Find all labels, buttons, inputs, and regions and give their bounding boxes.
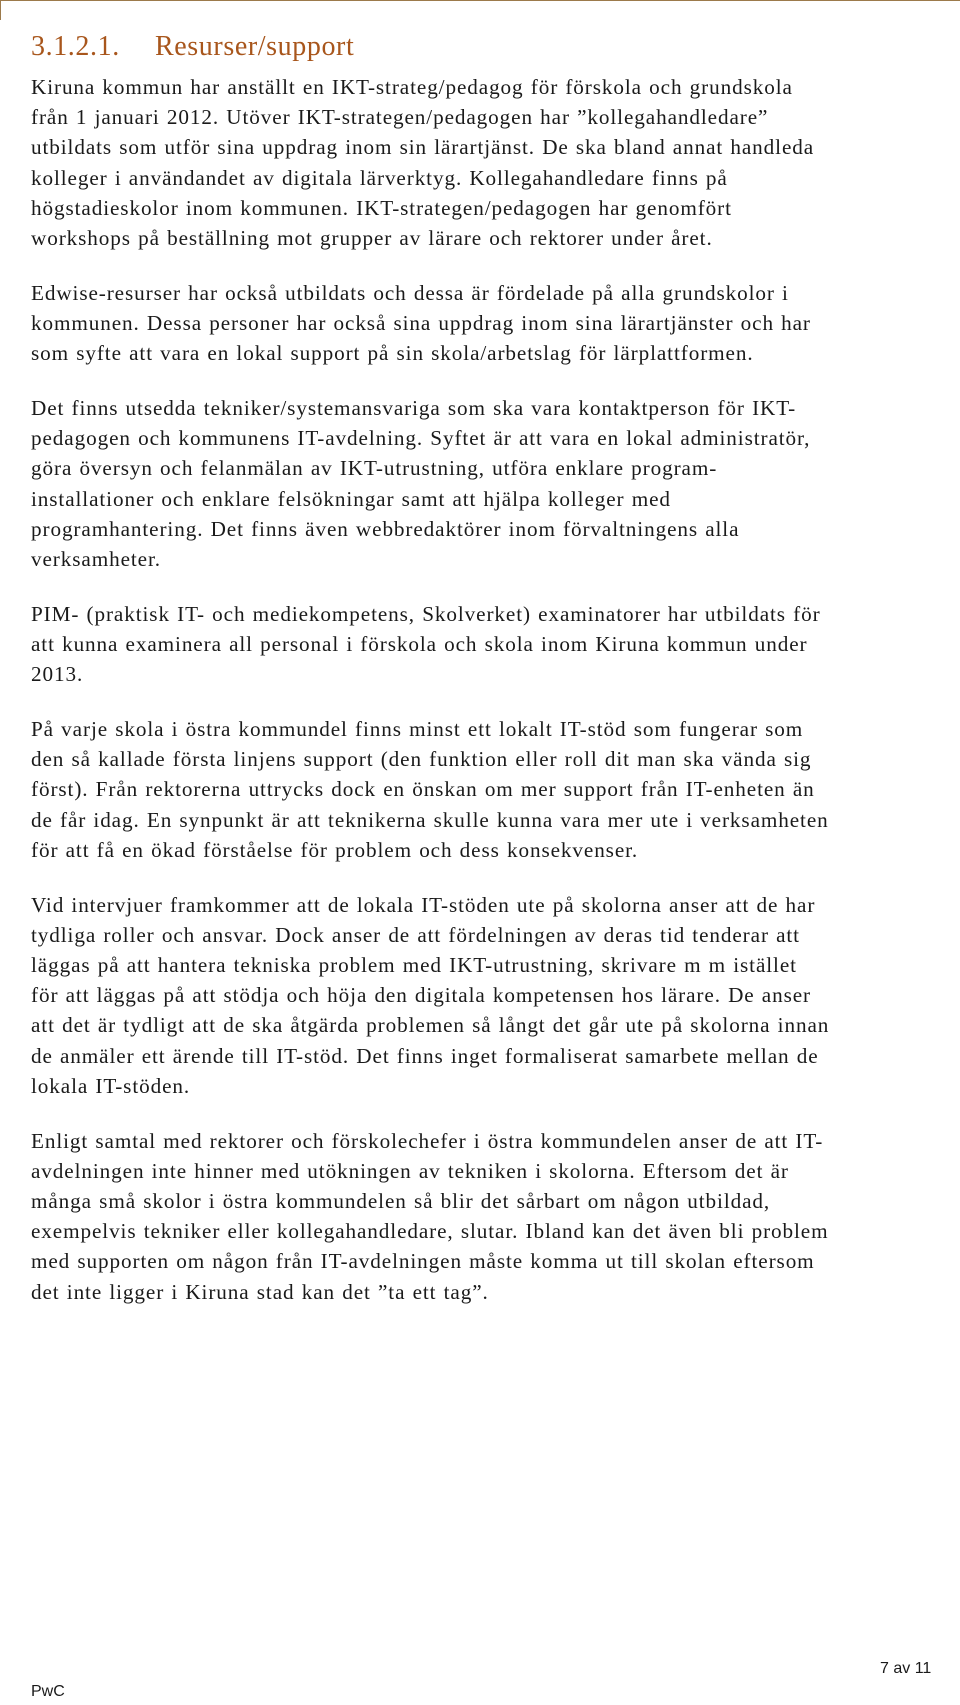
- text-line: tydliga roller och ansvar. Dock anser de att fördelningen av deras tid tenderar att: [31, 922, 800, 947]
- text-line: med supporten om någon från IT-avdelningen måste komma ut till skolan eftersom: [31, 1249, 815, 1274]
- paragraph-gap: [31, 689, 960, 714]
- section-heading: [31, 30, 960, 64]
- text-line: högstadieskolor inom kommunen. IKT-strategen/pedagogen har genomfört: [31, 195, 732, 220]
- text-line: installationer och enklare felsökningar samt att hjälpa kolleger med: [31, 486, 671, 511]
- text-line: att kunna examinera all personal i förskola och skola inom Kiruna kommun under: [31, 632, 808, 657]
- text-line: kommunen. Dessa personer har också sina uppdrag inom sina lärartjänster och har: [31, 311, 811, 336]
- page-top-rule: [0, 0, 960, 1]
- text-line: de får idag. En synpunkt är att teknikerna skulle kunna vara mer ute i verksamheten: [31, 807, 829, 832]
- text-line: för att få en ökad förståelse för problem och dess konsekvenser.: [31, 837, 639, 862]
- text-line: först). Från rektorerna uttrycks dock en önskan om mer support från IT-enheten än: [31, 777, 815, 802]
- paragraph-gap: [31, 1101, 960, 1126]
- text-line: för att läggas på att stödja och höja den digitala kompetensen hos lärare. De anser: [31, 983, 811, 1008]
- page-number: 7 av 11: [880, 1660, 932, 1677]
- text-line: lokala IT-stöden.: [31, 1073, 191, 1098]
- text-line: den så kallade första linjens support (den funktion eller roll dit man ska vända sig: [31, 747, 812, 772]
- text-line: På varje skola i östra kommundel finns minst ett lokalt IT-stöd som fungerar som: [31, 717, 804, 742]
- section-number: 3.1.2.1.: [31, 31, 120, 62]
- paragraph: [31, 72, 960, 253]
- text-line: Det finns utsedda tekniker/systemansvariga som ska vara kontaktperson för IKT-: [31, 396, 797, 421]
- text-line: avdelningen inte hinner med utökningen av tekniken i skolorna. Eftersom det är: [31, 1158, 789, 1183]
- text-line: 2013.: [31, 662, 84, 687]
- paragraph: [31, 599, 960, 690]
- paragraph-gap: [31, 574, 960, 599]
- text-line: många små skolor i östra kommundelen så blir det sårbart om någon utbildad,: [31, 1189, 771, 1214]
- paragraph: [31, 714, 960, 865]
- paragraph-gap: [31, 865, 960, 890]
- text-line: Edwise-resurser har också utbildats och dessa är fördelade på alla grundskolor i: [31, 280, 789, 305]
- paragraph: [31, 278, 960, 369]
- text-line: pedagogen och kommunens IT-avdelning. Syftet är att vara en lokal administratör,: [31, 426, 811, 451]
- text-line: workshops på beställning mot grupper av lärare och rektorer under året.: [31, 226, 713, 251]
- text-line: Kiruna kommun har anställt en IKT-strateg/pedagog för förskola och grundskola: [31, 75, 793, 99]
- paragraph-list: [31, 72, 960, 1307]
- text-line: PIM- (praktisk IT- och mediekompetens, Skolverket) examinatorer har utbildats för: [31, 601, 821, 626]
- text-line: läggas på att hantera tekniska problem med IKT-utrustning, skrivare m m istället: [31, 953, 797, 978]
- paragraph-gap: [31, 368, 960, 393]
- paragraph-gap: [31, 253, 960, 278]
- text-line: att det är tydligt att de ska åtgärda problemen så långt det går ute på skolorna innan: [31, 1013, 830, 1038]
- text-line: Vid intervjuer framkommer att de lokala IT-stöden ute på skolorna anser att de har: [31, 892, 816, 917]
- text-line: verksamheter.: [31, 547, 161, 572]
- paragraph: [31, 393, 960, 574]
- text-line: exempelvis tekniker eller kollegahandledare, slutar. Ibland kan det även bli problem: [31, 1219, 829, 1244]
- text-line: Enligt samtal med rektorer och förskolechefer i östra kommundelen anser de att IT-: [31, 1128, 824, 1153]
- page-corner-rule: [0, 0, 1, 20]
- text-line: utbildats som utför sina uppdrag inom sin lärartjänst. De ska bland annat handleda: [31, 135, 815, 160]
- section-title: Resurser/support: [155, 31, 355, 62]
- text-line: göra översyn och felanmälan av IKT-utrustning, utföra enklare program-: [31, 456, 718, 481]
- text-line: programhantering. Det finns även webbredaktörer inom förvaltningens alla: [31, 516, 740, 541]
- text-line: som syfte att vara en lokal support på sin skola/arbetslag för lärplattformen.: [31, 341, 754, 366]
- text-line: från 1 januari 2012. Utöver IKT-strategen/pedagogen har ”kollegahandledare”: [31, 105, 769, 130]
- document-body: [31, 30, 960, 1307]
- text-line: det inte ligger i Kiruna stad kan det ”ta ett tag”.: [31, 1279, 489, 1304]
- footer-company: PwC: [31, 1683, 65, 1700]
- paragraph: [31, 890, 960, 1101]
- text-line: kolleger i användandet av digitala lärverktyg. Kollegahandledare finns på: [31, 165, 728, 190]
- paragraph: [31, 1126, 960, 1307]
- text-line: de anmäler ett ärende till IT-stöd. Det finns inget formaliserat samarbete mellan de: [31, 1043, 819, 1068]
